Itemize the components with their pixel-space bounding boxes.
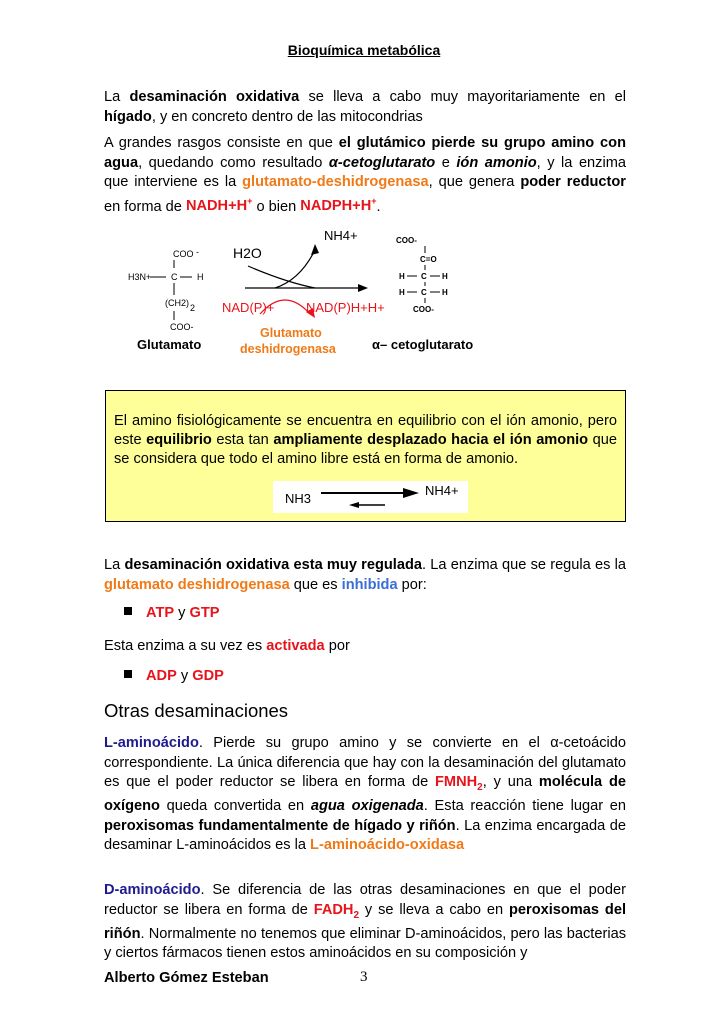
svg-text:COO-: COO- xyxy=(413,305,434,314)
enzyme-label-line1: Glutamato xyxy=(260,326,322,340)
equilibrium-text: El amino fisiológicamente se encuentra en equilibrio con el ión amonio, pero este equilibrio esta tan ampliamente desplazado hacia el ión amonio que se considera que todo el amino libre está en forma de amonio. xyxy=(114,413,617,467)
h2o-label: H2O xyxy=(233,245,262,261)
svg-text:H: H xyxy=(399,288,405,297)
svg-text:2: 2 xyxy=(190,303,196,313)
nh4-label: NH4+ xyxy=(324,228,358,243)
svg-text:H: H xyxy=(399,272,405,281)
ketoglutarate-structure xyxy=(372,236,473,352)
equilibrium-equation xyxy=(273,481,468,513)
paragraph-d-aminoacid: D-aminoácido. Se diferencia de las otras desaminaciones en que el poder reductor se libera en forma de $FADH_2$ y se lleva a cabo en peroxisomas del riñón. Normalmente no tenemos que eliminar D-aminoácidos, pero las bacterias y ciertos fármacos tienen estos aminoácidos en su composición y xyxy=(104,882,626,962)
reaction-diagram xyxy=(110,222,510,364)
svg-text:H: H xyxy=(197,272,204,282)
page-header-title: Bioquímica metabólica xyxy=(287,42,441,58)
nadph-label: NAD(P)H+H+ xyxy=(306,300,385,315)
svg-text:COO: COO xyxy=(173,249,194,259)
svg-text:-: - xyxy=(196,247,199,257)
svg-text:H3N+: H3N+ xyxy=(128,272,152,282)
enzyme-label-line2: deshidrogenasa xyxy=(240,342,336,356)
svg-text:C: C xyxy=(421,272,427,281)
footer-author: Alberto Gómez Esteban xyxy=(104,970,269,986)
paragraph-intro: La desaminación oxidativa se lleva a cabo muy mayoritariamente en el hígado, y en concreto dentro de las mitocondrias xyxy=(104,89,626,125)
nadp-label: NAD(P)+ xyxy=(222,300,275,315)
svg-text:C=O: C=O xyxy=(420,255,437,264)
svg-text:H: H xyxy=(442,288,448,297)
bullet-inhibitors: ATP y GTP xyxy=(124,604,220,623)
section-heading: Otras desaminaciones xyxy=(104,700,289,721)
glutamate-structure xyxy=(128,247,204,352)
svg-text:COO-: COO- xyxy=(396,236,417,245)
bullet-square-icon xyxy=(124,670,132,678)
svg-text:C: C xyxy=(421,288,427,297)
footer-page-number: 3 xyxy=(360,969,368,985)
bullet-square-icon xyxy=(124,607,132,615)
reaction-arrows xyxy=(222,228,385,356)
svg-text:(CH2): (CH2) xyxy=(165,298,189,308)
equilibrium-info-box xyxy=(105,390,626,522)
svg-text:H: H xyxy=(442,272,448,281)
svg-text:NH4+: NH4+ xyxy=(425,483,459,498)
paragraph-summary: A grandes rasgos consiste en que el glutámico pierde su grupo amino con agua, quedando como resultado α-cetoglutarato e ión amonio, y la enzima que interviene es la glutamato-deshidrogenasa, que genera poder reductor en forma de NADH+H+ o bien NADPH+H+. xyxy=(104,135,626,215)
svg-text:COO-: COO- xyxy=(170,322,194,332)
glutamato-label: Glutamato xyxy=(137,337,202,352)
bullet-activators: ADP y GDP xyxy=(124,667,224,686)
svg-text:C: C xyxy=(171,272,178,282)
paragraph-regulation: La desaminación oxidativa esta muy regulada. La enzima que se regula es la glutamato deshidrogenasa que es inhibida por: xyxy=(104,557,626,593)
paragraph-l-aminoacid: L-aminoácido. Pierde su grupo amino y se convierte en el α-cetoácido correspondiente. La única diferencia que hay con la desaminación del glutamato es que el poder reductor se libera en forma de $FMNH_2$, y una molécula de oxígeno queda convertida en agua oxigenada. Esta reacción tiene lugar en peroxisomas fundamentalmente de hígado y riñón. La enzima encargada de desaminar L-aminoácidos es la L-aminoácido-oxidasa xyxy=(104,735,626,854)
svg-text:NH3: NH3 xyxy=(285,491,312,506)
alpha-ketoglutarate-label: α– cetoglutarato xyxy=(372,337,474,352)
paragraph-activation: Esta enzima a su vez es activada por xyxy=(104,638,350,654)
